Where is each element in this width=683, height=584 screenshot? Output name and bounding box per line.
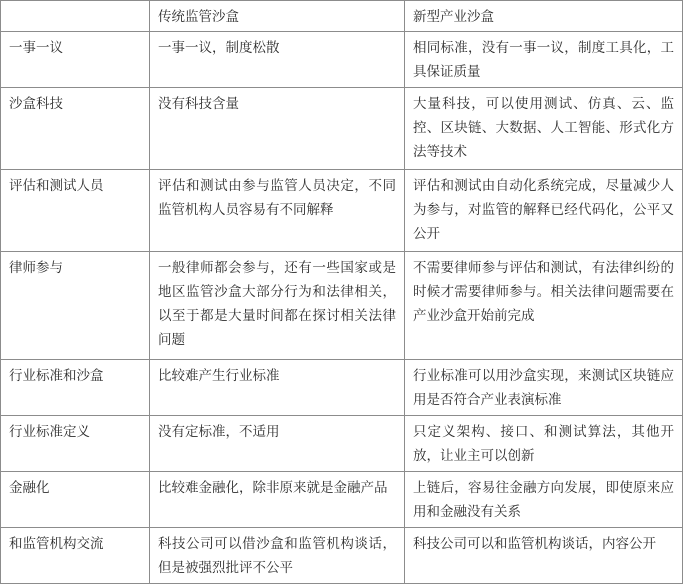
table-row <box>1 88 683 170</box>
table-row <box>1 32 683 88</box>
aspect-cell: 评估和测试人员 <box>1 170 150 252</box>
table-row <box>1 528 683 584</box>
new-cell: 大量科技，可以使用测试、仿真、云、监控、区块链、大数据、人工智能、形式化方法等技术 <box>405 88 683 170</box>
table-row <box>1 252 683 360</box>
new-cell: 只定义架构、接口、和测试算法，其他开放，让业主可以创新 <box>405 416 683 472</box>
table-row <box>1 472 683 528</box>
header-aspect-cell <box>1 1 150 32</box>
traditional-cell: 比较难产生行业标准 <box>150 360 405 416</box>
aspect-cell: 行业标准定义 <box>1 416 150 472</box>
new-cell: 行业标准可以用沙盒实现，来测试区块链应用是否符合产业表演标准 <box>405 360 683 416</box>
traditional-cell: 评估和测试由参与监管人员决定，不同监管机构人员容易有不同解释 <box>150 170 405 252</box>
header-row <box>1 1 683 32</box>
aspect-cell: 沙盒科技 <box>1 88 150 170</box>
table-row <box>1 360 683 416</box>
aspect-cell: 一事一议 <box>1 32 150 88</box>
header-new-cell: 新型产业沙盒 <box>405 1 683 32</box>
traditional-cell: 没有定标准，不适用 <box>150 416 405 472</box>
new-cell: 不需要律师参与评估和测试，有法律纠纷的时候才需要律师参与。相关法律问题需要在产业沙盒开始前完成 <box>405 252 683 360</box>
table-row <box>1 170 683 252</box>
aspect-cell: 行业标准和沙盒 <box>1 360 150 416</box>
aspect-cell: 金融化 <box>1 472 150 528</box>
new-cell: 相同标准，没有一事一议，制度工具化，工具保证质量 <box>405 32 683 88</box>
traditional-cell: 科技公司可以借沙盒和监管机构谈话，但是被强烈批评不公平 <box>150 528 405 584</box>
new-cell: 科技公司可以和监管机构谈话，内容公开 <box>405 528 683 584</box>
aspect-cell: 律师参与 <box>1 252 150 360</box>
aspect-cell: 和监管机构交流 <box>1 528 150 584</box>
traditional-cell: 一事一议，制度松散 <box>150 32 405 88</box>
traditional-cell: 没有科技含量 <box>150 88 405 170</box>
table-row <box>1 416 683 472</box>
traditional-cell: 比较难金融化，除非原来就是金融产品 <box>150 472 405 528</box>
new-cell: 上链后，容易往金融方向发展，即使原来应用和金融没有关系 <box>405 472 683 528</box>
traditional-cell: 一般律师都会参与，还有一些国家或是地区监管沙盒大部分行为和法律相关，以至于都是大量时间都在探讨相关法律问题 <box>150 252 405 360</box>
header-traditional-cell: 传统监管沙盒 <box>150 1 405 32</box>
new-cell: 评估和测试由自动化系统完成，尽量减少人为参与，对监管的解释已经代码化，公平又公开 <box>405 170 683 252</box>
